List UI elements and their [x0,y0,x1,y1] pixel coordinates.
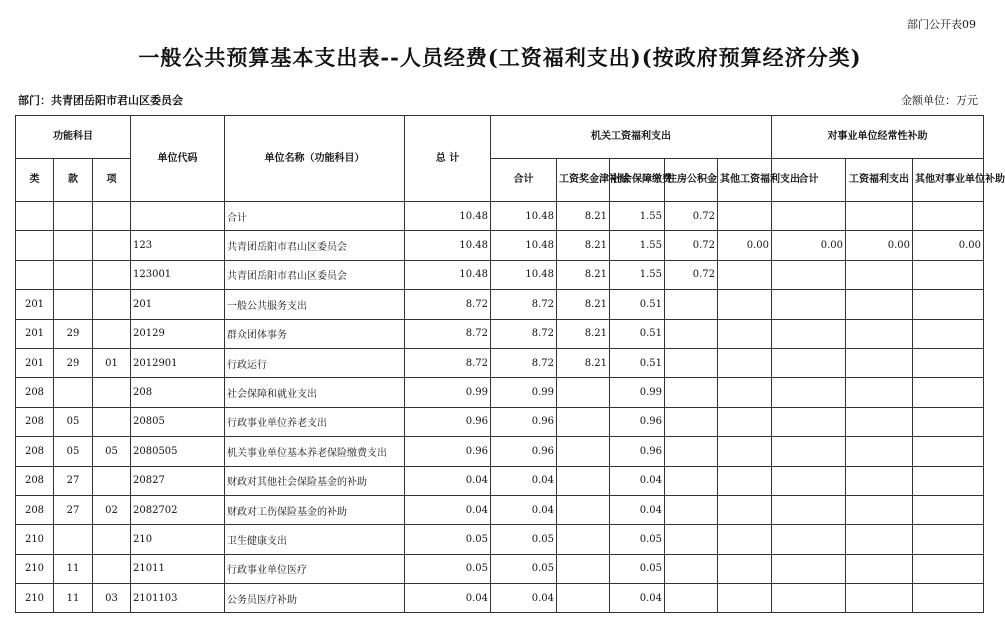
cell-unit-code: 208 [131,378,225,407]
cell-unit-name: 机关事业单位基本养老保险缴费支出 [225,437,405,466]
cell-lei [16,231,54,260]
cell-org-other [718,290,772,319]
currency-unit-label: 金额单位：万元 [901,94,978,107]
table-row [16,554,984,583]
cell-total: 10.48 [405,231,491,260]
table-row [16,348,984,377]
header-org-salary-group: 机关工资福利支出 [491,116,772,159]
cell-org-salary: 8.21 [557,202,610,231]
cell-unit-code: 20129 [131,319,225,348]
cell-org-social: 0.96 [610,437,665,466]
cell-total: 0.96 [405,407,491,436]
cell-sub-other [913,495,984,524]
table-row [16,495,984,524]
cell-kuan [54,260,93,289]
cell-org-other [718,584,772,613]
cell-org-social: 0.51 [610,348,665,377]
cell-kuan [54,290,93,319]
cell-org-social: 0.51 [610,319,665,348]
header-subsidy-group: 对事业单位经常性补助 [772,116,984,159]
cell-org-housing [665,495,718,524]
cell-unit-name: 合计 [225,202,405,231]
cell-kuan: 29 [54,319,93,348]
cell-org-total: 0.96 [491,407,557,436]
header-org-other: 其他工资福利支出 [718,159,772,202]
cell-xiang [93,319,131,348]
cell-sub-salary [846,319,913,348]
cell-sub-salary [846,437,913,466]
cell-lei: 208 [16,437,54,466]
cell-org-salary: 8.21 [557,231,610,260]
cell-unit-name: 群众团体事务 [225,319,405,348]
cell-org-salary [557,554,610,583]
cell-unit-code: 2101103 [131,584,225,613]
header-lei: 类 [16,159,54,202]
header-sub-salary: 工资福利支出 [846,159,913,202]
cell-org-total: 0.05 [491,554,557,583]
cell-org-social: 0.05 [610,525,665,554]
cell-unit-name: 公务员医疗补助 [225,584,405,613]
cell-org-housing [665,348,718,377]
cell-org-salary: 8.21 [557,319,610,348]
cell-sub-other [913,437,984,466]
cell-org-housing [665,437,718,466]
header-unit-name: 单位名称（功能科目） [225,116,405,202]
cell-sub-total [772,378,846,407]
cell-lei: 201 [16,319,54,348]
cell-org-other [718,260,772,289]
table-row [16,319,984,348]
header-unit-code: 单位代码 [131,116,225,202]
header-org-total: 合计 [491,159,557,202]
table-row [16,378,984,407]
cell-org-other [718,202,772,231]
cell-lei: 208 [16,378,54,407]
cell-org-total: 8.72 [491,290,557,319]
cell-org-social: 0.51 [610,290,665,319]
cell-sub-other [913,525,984,554]
cell-total: 0.05 [405,525,491,554]
cell-org-other [718,525,772,554]
cell-lei: 210 [16,584,54,613]
cell-lei: 208 [16,495,54,524]
cell-org-housing [665,554,718,583]
cell-org-other [718,554,772,583]
cell-org-salary: 8.21 [557,290,610,319]
cell-sub-salary [846,202,913,231]
cell-sub-salary [846,260,913,289]
cell-org-housing [665,466,718,495]
cell-org-salary [557,584,610,613]
cell-sub-salary [846,348,913,377]
cell-org-social: 0.04 [610,495,665,524]
cell-xiang [93,466,131,495]
table-row [16,231,984,260]
cell-sub-other [913,378,984,407]
cell-org-other [718,348,772,377]
cell-org-total: 10.48 [491,231,557,260]
cell-unit-name: 卫生健康支出 [225,525,405,554]
header-total: 总 计 [405,116,491,202]
cell-org-housing [665,525,718,554]
cell-org-other [718,407,772,436]
cell-total: 0.05 [405,554,491,583]
cell-sub-other [913,260,984,289]
cell-org-other [718,437,772,466]
cell-org-social: 0.99 [610,378,665,407]
cell-sub-other [913,407,984,436]
cell-sub-salary [846,378,913,407]
cell-total: 8.72 [405,290,491,319]
cell-lei [16,202,54,231]
cell-xiang [93,378,131,407]
cell-xiang: 03 [93,584,131,613]
cell-org-salary: 8.21 [557,348,610,377]
cell-kuan: 27 [54,495,93,524]
cell-xiang: 05 [93,437,131,466]
cell-total: 10.48 [405,260,491,289]
cell-xiang [93,290,131,319]
cell-sub-total: 0.00 [772,231,846,260]
cell-org-housing [665,290,718,319]
cell-lei: 210 [16,554,54,583]
cell-sub-salary [846,554,913,583]
cell-unit-name: 财政对其他社会保险基金的补助 [225,466,405,495]
cell-unit-code: 2080505 [131,437,225,466]
cell-sub-salary [846,525,913,554]
cell-org-other [718,319,772,348]
cell-sub-other [913,466,984,495]
cell-unit-code: 2082702 [131,495,225,524]
cell-sub-total [772,348,846,377]
table-row [16,260,984,289]
cell-lei [16,260,54,289]
cell-unit-code: 201 [131,290,225,319]
cell-sub-salary [846,466,913,495]
cell-xiang: 01 [93,348,131,377]
cell-org-other [718,495,772,524]
header-org-social: 社会保障缴费 [610,159,665,202]
cell-total: 0.04 [405,466,491,495]
cell-sub-salary [846,290,913,319]
cell-org-housing: 0.72 [665,260,718,289]
cell-sub-salary [846,495,913,524]
table-row [16,290,984,319]
cell-unit-name: 行政运行 [225,348,405,377]
table-row [16,407,984,436]
cell-sub-salary [846,584,913,613]
cell-org-total: 8.72 [491,319,557,348]
table-row [16,584,984,613]
cell-unit-name: 一般公共服务支出 [225,290,405,319]
cell-unit-name: 行政事业单位医疗 [225,554,405,583]
cell-sub-other: 0.00 [913,231,984,260]
cell-unit-name: 社会保障和就业支出 [225,378,405,407]
cell-unit-name: 财政对工伤保险基金的补助 [225,495,405,524]
cell-org-housing: 0.72 [665,231,718,260]
cell-xiang [93,202,131,231]
cell-sub-total [772,437,846,466]
cell-sub-other [913,290,984,319]
cell-sub-salary [846,407,913,436]
cell-sub-total [772,407,846,436]
cell-sub-total [772,554,846,583]
header-xiang: 项 [93,159,131,202]
cell-sub-total [772,319,846,348]
cell-sub-salary: 0.00 [846,231,913,260]
cell-kuan [54,525,93,554]
cell-unit-name: 共青团岳阳市君山区委员会 [225,260,405,289]
cell-org-social: 1.55 [610,231,665,260]
cell-org-salary [557,407,610,436]
cell-org-other: 0.00 [718,231,772,260]
header-sub-total: 合计 [772,159,846,202]
header-kuan: 款 [54,159,93,202]
cell-kuan: 27 [54,466,93,495]
cell-org-total: 10.48 [491,202,557,231]
cell-unit-code: 20805 [131,407,225,436]
cell-sub-other [913,554,984,583]
cell-unit-code [131,202,225,231]
cell-total: 8.72 [405,348,491,377]
cell-lei: 201 [16,348,54,377]
cell-org-salary [557,466,610,495]
cell-kuan [54,231,93,260]
cell-sub-other [913,202,984,231]
cell-org-salary [557,525,610,554]
cell-xiang [93,554,131,583]
header-org-housing: 住房公积金 [665,159,718,202]
cell-sub-other [913,348,984,377]
cell-lei: 208 [16,407,54,436]
table-row [16,525,984,554]
cell-unit-code: 123001 [131,260,225,289]
cell-unit-code: 210 [131,525,225,554]
cell-kuan: 05 [54,437,93,466]
cell-kuan: 11 [54,584,93,613]
cell-org-housing: 0.72 [665,202,718,231]
cell-org-social: 1.55 [610,260,665,289]
cell-org-housing [665,378,718,407]
cell-kuan [54,378,93,407]
cell-org-social: 0.05 [610,554,665,583]
cell-org-salary [557,495,610,524]
cell-lei: 201 [16,290,54,319]
cell-kuan: 05 [54,407,93,436]
cell-org-social: 0.04 [610,584,665,613]
cell-org-total: 10.48 [491,260,557,289]
cell-unit-code: 20827 [131,466,225,495]
header-function-subject: 功能科目 [16,116,131,159]
cell-xiang [93,231,131,260]
cell-sub-total [772,525,846,554]
cell-org-total: 8.72 [491,348,557,377]
cell-org-social: 0.96 [610,407,665,436]
cell-sub-total [772,260,846,289]
cell-org-housing [665,584,718,613]
cell-org-total: 0.04 [491,495,557,524]
cell-org-salary: 8.21 [557,260,610,289]
table-row [16,437,984,466]
cell-sub-total [772,466,846,495]
header-sub-other: 其他对事业单位补助 [913,159,984,202]
cell-sub-total [772,202,846,231]
cell-org-housing [665,407,718,436]
cell-total: 0.04 [405,495,491,524]
cell-total: 0.99 [405,378,491,407]
cell-unit-code: 2012901 [131,348,225,377]
cell-xiang [93,407,131,436]
cell-xiang [93,260,131,289]
header-org-salary: 工资奖金津补贴 [557,159,610,202]
cell-total: 0.96 [405,437,491,466]
form-number-label: 部门公开表09 [907,18,976,31]
cell-xiang [93,525,131,554]
cell-org-social: 1.55 [610,202,665,231]
table-row [16,466,984,495]
table-body [16,202,984,613]
cell-unit-name: 行政事业单位养老支出 [225,407,405,436]
cell-org-total: 0.04 [491,584,557,613]
cell-kuan [54,202,93,231]
cell-unit-code: 21011 [131,554,225,583]
cell-lei: 210 [16,525,54,554]
department-label: 部门：共青团岳阳市君山区委员会 [18,94,183,107]
cell-total: 0.04 [405,584,491,613]
cell-unit-name: 共青团岳阳市君山区委员会 [225,231,405,260]
cell-sub-other [913,319,984,348]
cell-org-other [718,466,772,495]
budget-table [15,115,1005,613]
cell-lei: 208 [16,466,54,495]
cell-org-social: 0.04 [610,466,665,495]
cell-kuan: 11 [54,554,93,583]
page-title: 一般公共预算基本支出表--人员经费(工资福利支出)(按政府预算经济分类) [138,45,862,70]
table-row [16,202,984,231]
cell-org-other [718,378,772,407]
cell-sub-total [772,584,846,613]
cell-org-total: 0.04 [491,466,557,495]
cell-kuan: 29 [54,348,93,377]
cell-total: 8.72 [405,319,491,348]
cell-xiang: 02 [93,495,131,524]
cell-org-total: 0.05 [491,525,557,554]
cell-org-salary [557,437,610,466]
cell-unit-code: 123 [131,231,225,260]
cell-sub-total [772,495,846,524]
cell-org-total: 0.99 [491,378,557,407]
cell-org-housing [665,319,718,348]
cell-org-total: 0.96 [491,437,557,466]
cell-org-salary [557,378,610,407]
cell-sub-total [772,290,846,319]
cell-total: 10.48 [405,202,491,231]
cell-sub-other [913,584,984,613]
